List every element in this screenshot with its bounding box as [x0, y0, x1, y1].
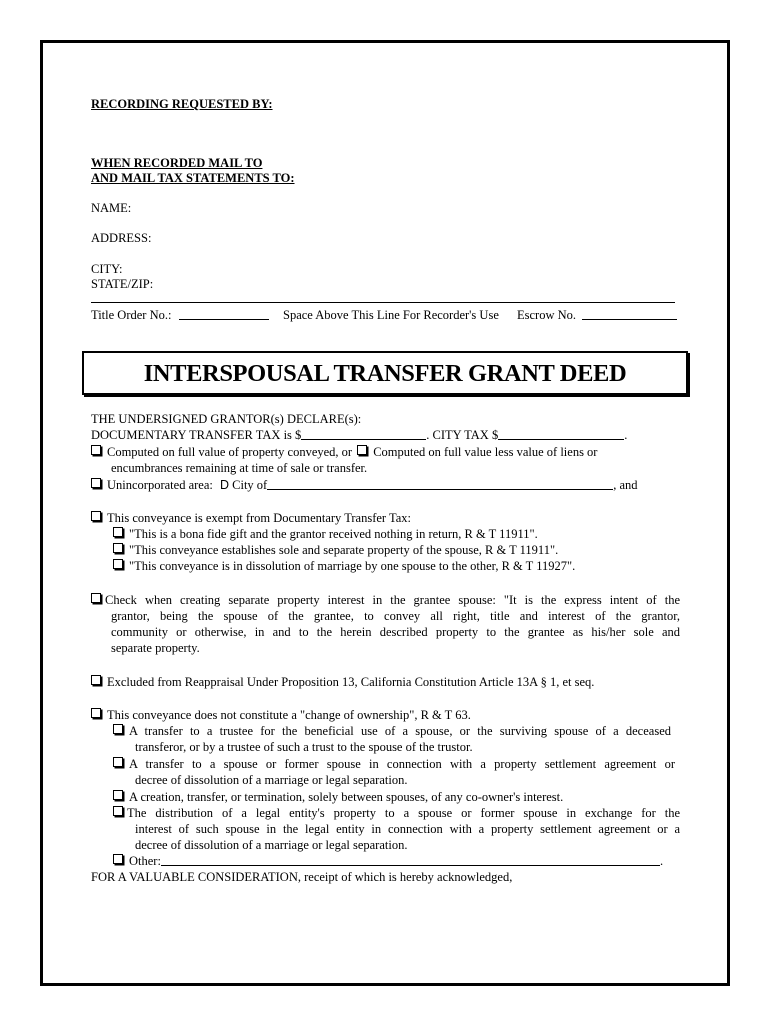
- checkbox-icon[interactable]: [91, 593, 101, 603]
- checkbox-icon[interactable]: [113, 559, 123, 569]
- no-change-heading: [91, 707, 471, 723]
- space-above-label: Space Above This Line For Recorder's Use: [283, 308, 499, 322]
- mail-to-label-line1: WHEN RECORDED MAIL TO: [91, 156, 263, 170]
- no-change-item: [113, 756, 675, 772]
- city-of-marker[interactable]: D: [219, 478, 230, 492]
- no-change-item: [113, 789, 563, 805]
- checkbox-icon[interactable]: [91, 675, 101, 685]
- checkbox-icon[interactable]: [113, 854, 123, 864]
- name-label: NAME:: [91, 201, 132, 215]
- checkbox-icon[interactable]: [113, 806, 123, 816]
- no-change-item-continued: transferor, or by a trustee of such a trust to the spouse of the trustor.: [135, 740, 473, 754]
- period: .: [624, 428, 628, 442]
- no-change-item: [113, 805, 680, 821]
- computed-line: [91, 444, 597, 460]
- separate-property-line: separate property.: [111, 641, 200, 655]
- excluded-prop13-line: [91, 674, 594, 690]
- doc-transfer-tax-label: DOCUMENTARY TRANSFER TAX is $: [91, 428, 302, 442]
- doc-transfer-tax-blank[interactable]: [301, 427, 426, 440]
- no-change-item-text: The distribution of a legal entity's property to a spouse or former spouse in exchange for the: [127, 806, 680, 820]
- no-change-item: [113, 723, 671, 739]
- separate-property-line: community or otherwise, in and to the herein described property to the grantee as his/her sole and: [111, 625, 680, 639]
- separate-property-text: Check when creating separate property interest in the grantee spouse: "It is the express intent of the: [105, 593, 680, 607]
- computed-full-value: Computed on full value of property conveyed, or: [107, 445, 353, 459]
- escrow-blank[interactable]: [582, 307, 677, 320]
- recorder-divider-line: [91, 302, 675, 303]
- no-change-heading-text: This conveyance does not constitute a "change of ownership", R & T 63.: [107, 708, 471, 722]
- no-change-item-text: A transfer to a trustee for the beneficial use of a spouse, or the surviving spouse of a deceased: [129, 724, 671, 738]
- separate-property-line: grantor, being the spouse of the grantee, to convey all right, title and interest of the grantor,: [111, 609, 680, 623]
- state-zip-label: STATE/ZIP:: [91, 277, 154, 291]
- exempt-heading: [91, 510, 411, 526]
- escrow-label: Escrow No.: [517, 308, 577, 322]
- city-of-label: City of: [232, 478, 268, 492]
- no-change-item-continued: decree of dissolution of a marriage or legal separation.: [135, 838, 408, 852]
- checkbox-icon[interactable]: [91, 708, 101, 718]
- mail-to-label-line2: AND MAIL TAX STATEMENTS TO:: [91, 171, 295, 185]
- encumbrances-text: encumbrances remaining at time of sale or transfer.: [111, 461, 368, 475]
- address-label: ADDRESS:: [91, 231, 152, 245]
- exempt-item-text: "This conveyance is in dissolution of marriage by one spouse to the other, R & T 11927".: [129, 559, 576, 573]
- checkbox-icon[interactable]: [113, 527, 123, 537]
- city-label: CITY:: [91, 262, 123, 276]
- no-change-item-continued: decree of dissolution of a marriage or legal separation.: [135, 773, 408, 787]
- title-order-field[interactable]: [91, 307, 269, 323]
- no-change-item-continued: interest of such spouse in the legal entity in connection with a property settlement agreement or a: [135, 822, 680, 836]
- exempt-item: [113, 558, 575, 574]
- excluded-prop13-text: Excluded from Reappraisal Under Proposition 13, California Constitution Article 13A § 1, et seq.: [107, 675, 595, 689]
- period: .: [659, 854, 664, 868]
- separate-property-line: [91, 592, 680, 608]
- checkbox-icon[interactable]: [91, 511, 101, 521]
- exempt-item: [113, 526, 538, 542]
- valuable-consideration: FOR A VALUABLE CONSIDERATION, receipt of which is hereby acknowledged,: [91, 870, 513, 884]
- recording-requested-by-label: RECORDING REQUESTED BY:: [91, 97, 273, 111]
- exempt-item: [113, 542, 558, 558]
- unincorporated-line: [91, 477, 638, 493]
- checkbox-icon[interactable]: [113, 543, 123, 553]
- checkbox-icon[interactable]: [91, 445, 101, 455]
- city-of-blank[interactable]: [267, 477, 613, 490]
- title-order-blank[interactable]: [179, 307, 269, 320]
- checkbox-icon[interactable]: [113, 757, 123, 767]
- other-label: Other:: [129, 854, 161, 868]
- computed-less-value: Computed on full value less value of liens or: [373, 445, 598, 459]
- checkbox-icon[interactable]: [357, 445, 367, 455]
- transfer-tax-line: [91, 427, 627, 443]
- other-blank[interactable]: [161, 853, 660, 866]
- no-change-item-text: A creation, transfer, or termination, solely between spouses, of any co-owner's interest.: [129, 790, 564, 804]
- exempt-item-text: "This is a bona fide gift and the grantor received nothing in return, R & T 11911".: [129, 527, 538, 541]
- other-line: [113, 853, 663, 869]
- city-tax-blank[interactable]: [498, 427, 624, 440]
- exempt-item-text: "This conveyance establishes sole and separate property of the spouse, R & T 11911".: [129, 543, 559, 557]
- title-box: [82, 351, 688, 395]
- title-order-label: Title Order No.:: [91, 308, 172, 322]
- grantor-declares: THE UNDERSIGNED GRANTOR(s) DECLARE(s):: [91, 412, 362, 426]
- document-title: INTERSPOUSAL TRANSFER GRANT DEED: [143, 360, 627, 387]
- escrow-field[interactable]: [517, 307, 677, 323]
- no-change-item-text: A transfer to a spouse or former spouse in connection with a property settlement agreement or: [129, 757, 675, 771]
- city-tax-label: . CITY TAX $: [426, 428, 499, 442]
- checkbox-icon[interactable]: [113, 790, 123, 800]
- exempt-heading-text: This conveyance is exempt from Documentary Transfer Tax:: [107, 511, 412, 525]
- checkbox-icon[interactable]: [91, 478, 101, 488]
- checkbox-icon[interactable]: [113, 724, 123, 734]
- unincorporated-label: Unincorporated area:: [107, 478, 213, 492]
- and-text: , and: [613, 478, 638, 492]
